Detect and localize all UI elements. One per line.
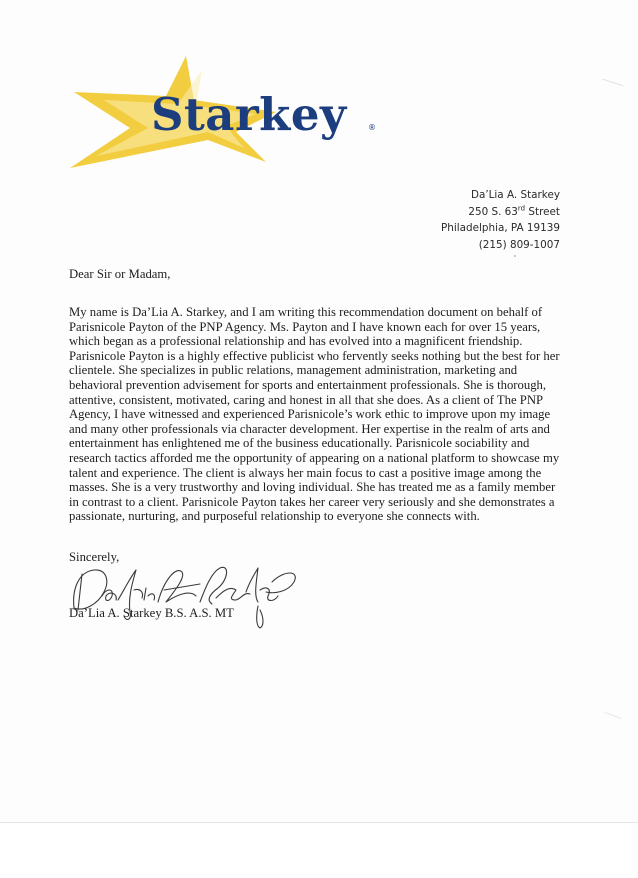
body-line: Parisnicole Payton of the PNP Agency. Ms. Payton and I have known each for over 15 years, — [69, 319, 541, 334]
body-line: and many other professionals via character development. Her expertise in the realm of arts and — [69, 421, 550, 436]
closing: Sincerely, — [69, 550, 120, 564]
street-suffix: rd — [517, 204, 526, 213]
starkey-wordmark: Starkey — [151, 88, 347, 141]
body-line: Agency, I have witnessed and experienced Parisnicole’s work ethic to improve upon my image — [69, 407, 551, 422]
scan-speck — [602, 79, 623, 87]
body-line: in contrast to a client. Parisnicole Payton takes her career very seriously and she demonstrates a — [69, 494, 555, 509]
sender-address — [441, 187, 560, 253]
body-line: clientele. She specializes in public relations, management administration, marketing and — [69, 363, 518, 378]
sender-city: Philadelphia, PA 19139 — [441, 222, 560, 234]
body-line: attentive, consistent, motivated, caring and honest in all that she does. As a client of The PNP — [69, 392, 544, 407]
body-line: which began as a professional relationship and has evolved into a magnificent friendship. — [69, 334, 523, 349]
street-number: 250 S. 63 — [468, 205, 518, 218]
registered-trademark-icon: ® — [368, 123, 376, 132]
sender-phone: (215) 809-1007 — [478, 238, 560, 251]
signer-name: Da’Lia A. Starkey B.S. A.S. MT — [69, 606, 234, 620]
scan-speck — [514, 255, 516, 257]
body-line: masses. She is a very trustworthy and loving individual. She has treated me as a family member — [69, 480, 556, 495]
body-line: passionate, nurturing, and purposeful relationship to everyone she connects with. — [69, 509, 480, 524]
sender-name: Da’Lia A. Starkey — [470, 189, 560, 201]
body-line: Parisnicole Payton is a highly effective publicist who fervently seeks nothing but the best for her — [69, 348, 560, 363]
body-line: entertainment has enlightened me of the business educationally. Parisnicole sociability and — [69, 436, 530, 451]
page-bottom-edge — [0, 822, 638, 878]
letter-body — [69, 305, 569, 524]
street-name: Street — [525, 205, 560, 218]
starkey-logo — [66, 52, 396, 174]
body-line: behavioral prevention advisement for sports and entertainment professionals. She is thorough, — [69, 377, 547, 392]
body-line: research tactics afforded me the opportunity of appearing on a national platform to showcase my — [69, 450, 560, 465]
body-line: talent and experience. The client is always her main focus to cast a positive image among the — [69, 465, 542, 480]
sender-street — [441, 204, 560, 221]
salutation: Dear Sir or Madam, — [69, 267, 171, 281]
body-line: My name is Da’Lia A. Starkey, and I am writing this recommendation document on behalf of — [69, 305, 543, 319]
scan-speck — [604, 712, 621, 719]
